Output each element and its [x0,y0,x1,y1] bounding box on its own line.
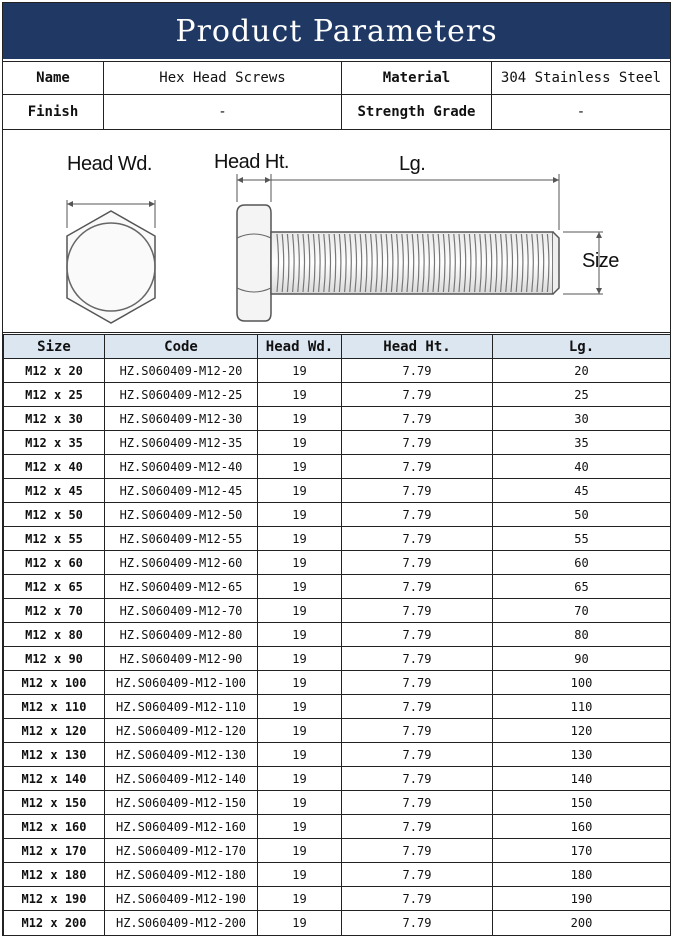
head-ht-cell: 7.79 [342,839,493,863]
size-cell: M12 x 60 [4,551,105,575]
code-cell: HZ.S060409-M12-100 [105,671,258,695]
screw-diagram-svg [3,130,670,332]
head-ht-cell: 7.79 [342,815,493,839]
head-wd-cell: 19 [258,791,342,815]
code-cell: HZ.S060409-M12-160 [105,815,258,839]
code-cell: HZ.S060409-M12-140 [105,767,258,791]
lg-column-header: Lg. [493,335,671,359]
lg-cell: 110 [493,695,671,719]
head-ht-cell: 7.79 [342,599,493,623]
head-height-label: Head Ht. [214,151,289,173]
head-ht-cell: 7.79 [342,719,493,743]
info-row-1 [3,61,670,95]
size-cell: M12 x 55 [4,527,105,551]
head-wd-cell: 19 [258,479,342,503]
table-row [4,743,671,767]
strength-grade-value: - [576,104,586,120]
size-cell: M12 x 70 [4,599,105,623]
spec-table [3,334,671,936]
head-wd-cell: 19 [258,431,342,455]
head-ht-cell: 7.79 [342,887,493,911]
code-cell: HZ.S060409-M12-60 [105,551,258,575]
lg-cell: 150 [493,791,671,815]
size-cell: M12 x 30 [4,407,105,431]
head-wd-cell: 19 [258,359,342,383]
head-wd-cell: 19 [258,527,342,551]
lg-cell: 65 [493,575,671,599]
lg-cell: 30 [493,407,671,431]
size-cell: M12 x 180 [4,863,105,887]
table-row [4,695,671,719]
head-ht-cell: 7.79 [342,359,493,383]
code-cell: HZ.S060409-M12-90 [105,647,258,671]
head-ht-cell: 7.79 [342,383,493,407]
table-row [4,503,671,527]
code-cell: HZ.S060409-M12-35 [105,431,258,455]
code-cell: HZ.S060409-M12-70 [105,599,258,623]
code-cell: HZ.S060409-M12-20 [105,359,258,383]
table-row [4,479,671,503]
head-wd-cell: 19 [258,815,342,839]
size-cell: M12 x 100 [4,671,105,695]
table-row [4,839,671,863]
code-cell: HZ.S060409-M12-25 [105,383,258,407]
name-label: Name [3,62,104,94]
table-row [4,383,671,407]
head-wd-cell: 19 [258,455,342,479]
code-cell: HZ.S060409-M12-190 [105,887,258,911]
head-wd-cell: 19 [258,407,342,431]
head-ht-cell: 7.79 [342,455,493,479]
hex-head-top-view [67,200,155,323]
head-ht-cell: 7.79 [342,479,493,503]
lg-cell: 35 [493,431,671,455]
head-ht-cell: 7.79 [342,503,493,527]
material-value: 304 Stainless Steel [500,70,662,86]
head-ht-cell: 7.79 [342,647,493,671]
head-wd-cell: 19 [258,887,342,911]
page-title: Product Parameters [3,3,670,59]
code-cell: HZ.S060409-M12-180 [105,863,258,887]
size-cell: M12 x 65 [4,575,105,599]
size-cell: M12 x 45 [4,479,105,503]
code-cell: HZ.S060409-M12-130 [105,743,258,767]
size-cell: M12 x 190 [4,887,105,911]
head-ht-cell: 7.79 [342,623,493,647]
head-wd-cell: 19 [258,863,342,887]
code-cell: HZ.S060409-M12-150 [105,791,258,815]
screw-dimension-diagram [3,130,670,333]
code-cell: HZ.S060409-M12-45 [105,479,258,503]
size-cell: M12 x 150 [4,791,105,815]
size-cell: M12 x 170 [4,839,105,863]
lg-cell: 80 [493,623,671,647]
code-cell: HZ.S060409-M12-110 [105,695,258,719]
lg-cell: 90 [493,647,671,671]
size-cell: M12 x 160 [4,815,105,839]
code-cell: HZ.S060409-M12-40 [105,455,258,479]
table-row [4,719,671,743]
head-wd-cell: 19 [258,623,342,647]
lg-cell: 100 [493,671,671,695]
head-wd-cell: 19 [258,839,342,863]
finish-value: - [104,95,342,129]
table-row [4,527,671,551]
head-ht-cell: 7.79 [342,527,493,551]
head-wd-cell: 19 [258,743,342,767]
head-ht-cell: 7.79 [342,791,493,815]
head-ht-cell: 7.79 [342,863,493,887]
table-row [4,551,671,575]
size-cell: M12 x 35 [4,431,105,455]
table-row [4,575,671,599]
name-value: Hex Head Screws [104,62,342,94]
table-row [4,599,671,623]
table-row [4,359,671,383]
info-row-2 [3,95,670,130]
size-cell: M12 x 80 [4,623,105,647]
code-cell: HZ.S060409-M12-170 [105,839,258,863]
code-cell: HZ.S060409-M12-200 [105,911,258,936]
head-wd-cell: 19 [258,695,342,719]
table-row [4,815,671,839]
code-cell: HZ.S060409-M12-120 [105,719,258,743]
size-column-header: Size [4,335,105,359]
length-label: Lg. [399,153,426,175]
table-header-row [4,335,671,359]
table-row [4,431,671,455]
lg-cell: 120 [493,719,671,743]
lg-cell: 140 [493,767,671,791]
head-ht-cell: 7.79 [342,407,493,431]
head-ht-cell: 7.79 [342,743,493,767]
threaded-shaft [271,232,559,294]
head-wd-cell: 19 [258,503,342,527]
size-cell: M12 x 40 [4,455,105,479]
lg-cell: 40 [493,455,671,479]
table-row [4,455,671,479]
size-cell: M12 x 110 [4,695,105,719]
head-wd-cell: 19 [258,911,342,936]
head-wd-cell: 19 [258,647,342,671]
head-ht-cell: 7.79 [342,695,493,719]
size-cell: M12 x 90 [4,647,105,671]
lg-cell: 190 [493,887,671,911]
head-ht-cell: 7.79 [342,551,493,575]
head-wd-cell: 19 [258,599,342,623]
lg-cell: 170 [493,839,671,863]
head-ht-cell: 7.79 [342,575,493,599]
head-wd-cell: 19 [258,575,342,599]
table-row [4,887,671,911]
head-width-label: Head Wd. [67,153,152,175]
code-cell: HZ.S060409-M12-55 [105,527,258,551]
head-ht-column-header: Head Ht. [342,335,493,359]
size-cell: M12 x 120 [4,719,105,743]
strength-grade-label: Strength Grade [342,95,492,129]
code-cell: HZ.S060409-M12-50 [105,503,258,527]
lg-cell: 20 [493,359,671,383]
size-label: Size [582,250,619,272]
lg-cell: 130 [493,743,671,767]
lg-cell: 25 [493,383,671,407]
head-ht-cell: 7.79 [342,671,493,695]
hex-head-side-view [237,205,271,321]
size-cell: M12 x 140 [4,767,105,791]
head-wd-cell: 19 [258,551,342,575]
table-row [4,767,671,791]
finish-label: Finish [3,95,104,129]
lg-cell: 55 [493,527,671,551]
head-ht-cell: 7.79 [342,911,493,936]
size-cell: M12 x 25 [4,383,105,407]
head-wd-cell: 19 [258,719,342,743]
lg-cell: 50 [493,503,671,527]
lg-cell: 200 [493,911,671,936]
head-wd-cell: 19 [258,671,342,695]
lg-cell: 180 [493,863,671,887]
table-row [4,647,671,671]
size-cell: M12 x 130 [4,743,105,767]
head-wd-cell: 19 [258,767,342,791]
code-cell: HZ.S060409-M12-30 [105,407,258,431]
size-cell: M12 x 20 [4,359,105,383]
head-wd-cell: 19 [258,383,342,407]
table-row [4,623,671,647]
table-row [4,407,671,431]
head-ht-cell: 7.79 [342,431,493,455]
lg-cell: 70 [493,599,671,623]
table-row [4,791,671,815]
table-row [4,671,671,695]
code-cell: HZ.S060409-M12-80 [105,623,258,647]
lg-cell: 60 [493,551,671,575]
lg-cell: 45 [493,479,671,503]
lg-cell: 160 [493,815,671,839]
code-column-header: Code [105,335,258,359]
material-label: Material [342,62,492,94]
length-dimension [237,174,559,230]
size-cell: M12 x 50 [4,503,105,527]
head-ht-cell: 7.79 [342,767,493,791]
table-row [4,863,671,887]
head-wd-column-header: Head Wd. [258,335,342,359]
code-cell: HZ.S060409-M12-65 [105,575,258,599]
table-row [4,911,671,936]
size-cell: M12 x 200 [4,911,105,936]
